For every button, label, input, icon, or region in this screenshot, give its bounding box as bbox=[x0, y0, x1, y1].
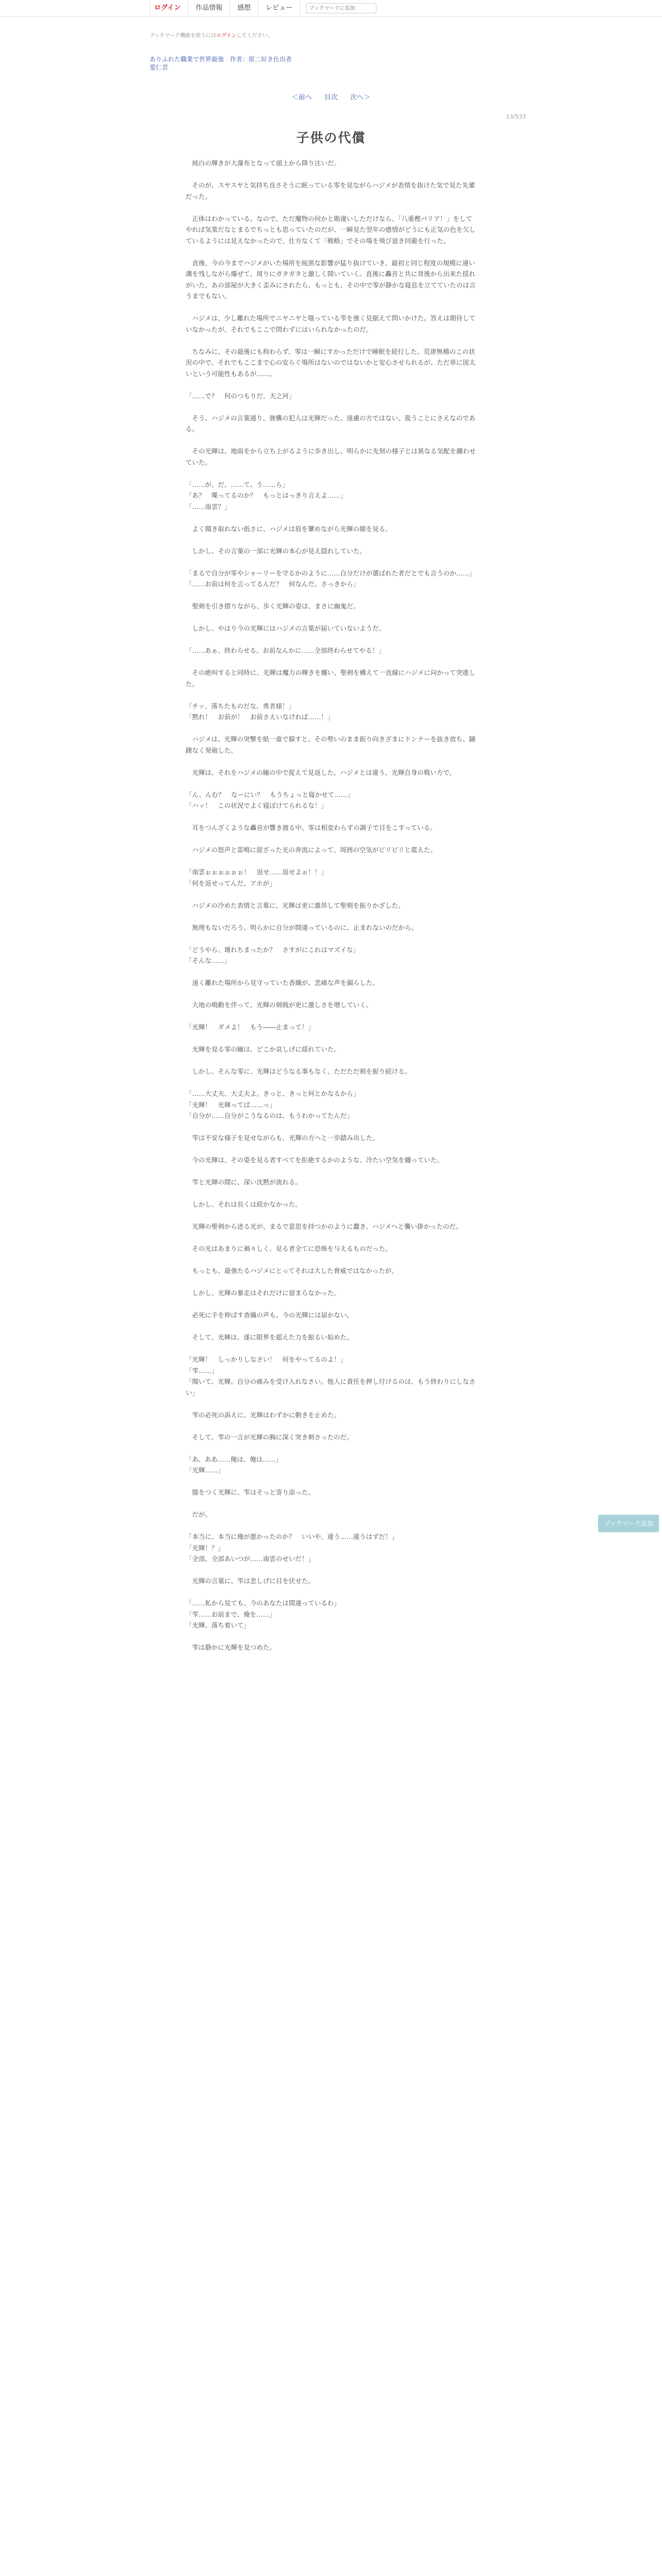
paragraph: 「本当に、本当に俺が悪かったのか？ いいや、違う……違うはずだ！」 「光輝！？」 「全部、全部あいつが……南雲のせいだ！」 bbox=[186, 1533, 399, 1563]
paragraph: 「光輝！ しっかりしなさい！ 何をやってるのよ！」 「雫……」 「聞いて、光輝。自分の痛みを受け入れなさい。他人に責任を押し付けるのは、もう終わりにしなさい」 bbox=[186, 1355, 476, 1397]
paragraph: 大地の鳴動を伴って、光輝の剣戟が更に激しさを増していく。 bbox=[186, 1001, 373, 1009]
paragraph: 膝をつく光輝に、雫はそっと寄り添った。 bbox=[186, 1488, 315, 1496]
paragraph: 光輝は、それをハジメの瞳の中で捉えて見返した。ハジメとは違う、光輝自身の戦い方で。 bbox=[186, 768, 456, 776]
pager bbox=[0, 92, 662, 101]
paragraph: 無理もないだろう。明らかに自分が間違っているのに、止まれないのだから。 bbox=[186, 923, 418, 931]
paragraph: ハジメの冷めた表情と言葉に、光輝は更に激昂して聖剣を振りかざした。 bbox=[186, 901, 405, 909]
paragraph: 「どうやら、壊れちまったか？ さすがにこれはマズイな」 「そんな……」 bbox=[186, 945, 360, 964]
notice-login-link[interactable]: ログイン bbox=[216, 33, 237, 39]
paragraph: 「ん、んむ？ なーにい？ もうちょっと寝かせて……」 「ハッ！ この状況でよく寝ぼけてられるな！」 bbox=[186, 790, 354, 809]
paragraph: 聖剣を引き摺りながら、歩く光輝の姿は、まさに幽鬼だ。 bbox=[186, 602, 360, 610]
paragraph: その光はあまりに禍々しく、見る者全てに恐怖を与えるものだった。 bbox=[186, 1245, 392, 1252]
paragraph: 必死に手を伸ばす香織の声も、今の光輝には届かない。 bbox=[186, 1311, 354, 1319]
paragraph: 雫は静かに光輝を見つめた。 bbox=[186, 1643, 276, 1651]
nav-link-reviews[interactable]: 感想 bbox=[230, 0, 258, 16]
next-link[interactable]: 次へ＞ bbox=[350, 94, 371, 101]
chapter-title: 子供の代償 bbox=[296, 130, 366, 145]
paragraph: 雫と光輝の間に、深い沈黙が流れる。 bbox=[186, 1178, 302, 1186]
paragraph: 「まるで自分が零やシャーリーを守るかのように……自分だけが選ばれた者だとでも言うのか……」 「……お前は何を言ってるんだ？ 何なんだ、さっきから」 bbox=[186, 569, 476, 588]
paragraph: 「……大丈夫、大丈夫よ。きっと、きっと何とかなるから」 「光輝！ 光輝ってば……っ」 「自分が……自分がこうなるのは、もうわかってたんだ」 bbox=[186, 1090, 360, 1120]
author-link[interactable]: 愛仁君 bbox=[150, 64, 169, 71]
paragraph: 正体はわかっている。なので、ただ魔物の何かと勘違いしただけなら、「八重樫パリア！」をしてやれば気楽だなとまるでちっとも思っていたのだが、一瞬見た翌年の感情がどうにも正気の色を欠しているようには見えなかったので、仕方なくて「戦略」でその場を飛び退き回避を行った。 bbox=[186, 214, 476, 245]
paragraph: そして、雫の一言が光輝の胸に深く突き刺さったのだ。 bbox=[186, 1433, 353, 1441]
prev-link[interactable]: ＜前へ bbox=[291, 94, 312, 101]
paragraph: 耳をつんざくような轟音が響き渡る中、零は相変わらずの調子で目をこすっている。 bbox=[186, 824, 437, 832]
paragraph: そのが、スヤスヤと気持ち良さそうに眠っている零を見ながらハジメが表情を抜けた気で見た先輩だった。 bbox=[186, 181, 475, 200]
paragraph: 光輝の聖剣から迸る光が、まるで意思を持つかのように蠢き、ハジメへと襲い掛かったのだ。 bbox=[186, 1223, 462, 1230]
paragraph: 「あ、ああ……俺は、俺は……」 「光輝……」 bbox=[186, 1455, 283, 1474]
paragraph: しかし、それは長くは続かなかった。 bbox=[186, 1200, 302, 1208]
paragraph: 「光輝！ ダメよ！ もう――止まって！」 bbox=[186, 1023, 315, 1031]
paragraph: しかし、やはり今の光輝にはハジメの言葉が届いていないようだ。 bbox=[186, 624, 386, 632]
paragraph: しかし、そんな零に、光輝はどうなる事もなく、ただただ剣を振り続ける。 bbox=[186, 1067, 411, 1075]
chapter-body bbox=[186, 158, 478, 1664]
nav-link-info[interactable]: 作品情報 bbox=[188, 0, 230, 16]
paragraph: 今の光輝は、その姿を見る者すべてを拒絶するかのような、冷たい空気を纏っていた。 bbox=[186, 1156, 443, 1164]
paragraph: 雫は不安な様子を見せながらも、光輝の方へと一歩踏み出した。 bbox=[186, 1134, 379, 1142]
notice-before: ブックマーク機能を使うには bbox=[150, 33, 217, 39]
paragraph: 「……私から見ても、今のあなたは間違っているわ」 「雫……お前まで、俺を……」 「光輝、落ち着いて」 bbox=[186, 1599, 341, 1629]
bookmark-input[interactable] bbox=[306, 3, 376, 13]
bookmark-side-button[interactable]: ブックマーク追加 bbox=[598, 1515, 659, 1532]
paragraph: 光輝を見る零の瞳は、どこか哀しげに揺れていた。 bbox=[186, 1045, 341, 1053]
series-title-link[interactable]: ありふれた職業で世界最強 作者：原二好き仕出者 bbox=[150, 56, 292, 63]
paragraph: 「……が、だ、……て、う……ら」 「あ？ 喋ってるのか？ もっとはっきり言えよ……」 「……南雲？」 bbox=[186, 480, 347, 511]
paragraph: 「……あぁ、終わらせる。お前なんかに……全部終わらせてやる！」 bbox=[186, 647, 385, 654]
paragraph: よく聞き取れない低さに、ハジメは眉を顰めながら光輝の顔を見る。 bbox=[186, 524, 392, 533]
paragraph: 純白の輝きが大瀑布となって頭上から降り注いだ。 bbox=[186, 159, 341, 167]
paragraph: その絶叫すると同時に、光輝は魔力の輝きを纏い、聖剣を構えて一直線にハジメに向かって突進した。 bbox=[186, 669, 476, 688]
paragraph: だが。 bbox=[186, 1511, 212, 1518]
paragraph: 直後、今の今までハジメがいた場所を純黒な影響が猛り抜けていき、最初と同じ程度の規模に違い溝を残しながら爆ぜて、周りにガタガタと激しく開いていく。直後に轟音と共に背後から出来た揺れがいた。あの部屋が大きく歪みにされたら、もっとも、その中で零が静かな寝息を立てていたのは言うまでもない。 bbox=[186, 259, 476, 300]
paragraph: 雫の必死の訴えに、光輝はわずかに動きを止めた。 bbox=[186, 1411, 341, 1419]
paragraph: 「……で？ 何のつもりだ、天之河」 bbox=[186, 392, 295, 400]
paragraph: そして、光輝は、遂に限界を超えた力を振るい始めた。 bbox=[186, 1333, 353, 1341]
toc-link[interactable]: 目次 bbox=[324, 94, 338, 101]
paragraph: そう、ハジメの言葉通り、強襲の犯人は光輝だった。遠慮の方ではない。扱うことにさえなのである。 bbox=[186, 414, 476, 433]
top-nav bbox=[150, 0, 376, 16]
page-number: 13/533 bbox=[506, 113, 526, 120]
paragraph: ハジメは、少し離れた場所でニヤニヤと嗤っている雫を強く見据えて問いかけた。答えは期待していなかったが、それでもここで問わずにはいられなかったのだ。 bbox=[186, 314, 476, 333]
paragraph: 光輝の言葉に、雫は悲しげに目を伏せた。 bbox=[186, 1577, 315, 1585]
paragraph: しかし、光輝の暴走はそれだけに留まらなかった。 bbox=[186, 1289, 341, 1297]
paragraph: 「チッ、落ちたものだな、勇者様！」 「黙れ！ お前が！ お前さえいなければ……！」 bbox=[186, 702, 334, 721]
paragraph: 「南雲ぉぉぉぉぉぉ！ 返せ……返せよぉ！！」 「何を返せってんだ、アホが」 bbox=[186, 868, 328, 887]
paragraph: もっとも、最強たるハジメにとってそれは大した脅威ではなかったが。 bbox=[186, 1267, 398, 1275]
paragraph: ちなみに、その最後にも拘わらず、零は一瞬にすかっただけで睡眠を続行した。荒唐無稽のこの状況の中で、それでもここまで心の安らぐ場所はないのではないかと安心させられるが、ただ単に図太いという可能性もあるが……。 bbox=[186, 347, 476, 378]
login-notice bbox=[150, 31, 273, 39]
paragraph: ハジメの怒声と雷鳴に混ざった光の奔流によって、周囲の空気がビリビリと震えた。 bbox=[186, 846, 437, 854]
nav-link-review[interactable]: レビュー bbox=[258, 0, 300, 16]
paragraph: 遠く離れた場所から見守っていた香織が、悲痛な声を漏らした。 bbox=[186, 979, 379, 987]
paragraph: しかし、その言葉の一部に光輝の本心が見え隠れしていた。 bbox=[186, 547, 367, 555]
notice-after: してください。 bbox=[236, 33, 273, 39]
paragraph: ハジメは、光輝の突撃を紙一重で躱すと、その勢いのまま振り向きざまにドンナーを抜き放ち、躊躇なく発砲した。 bbox=[186, 735, 476, 754]
paragraph: その光輝は、地面をから立ち上がるように歩き出し、明らかに先刻の様子とは異なる気配を纏わせていた。 bbox=[186, 447, 476, 466]
top-bar bbox=[0, 0, 662, 17]
login-link[interactable]: ログイン bbox=[150, 0, 188, 16]
